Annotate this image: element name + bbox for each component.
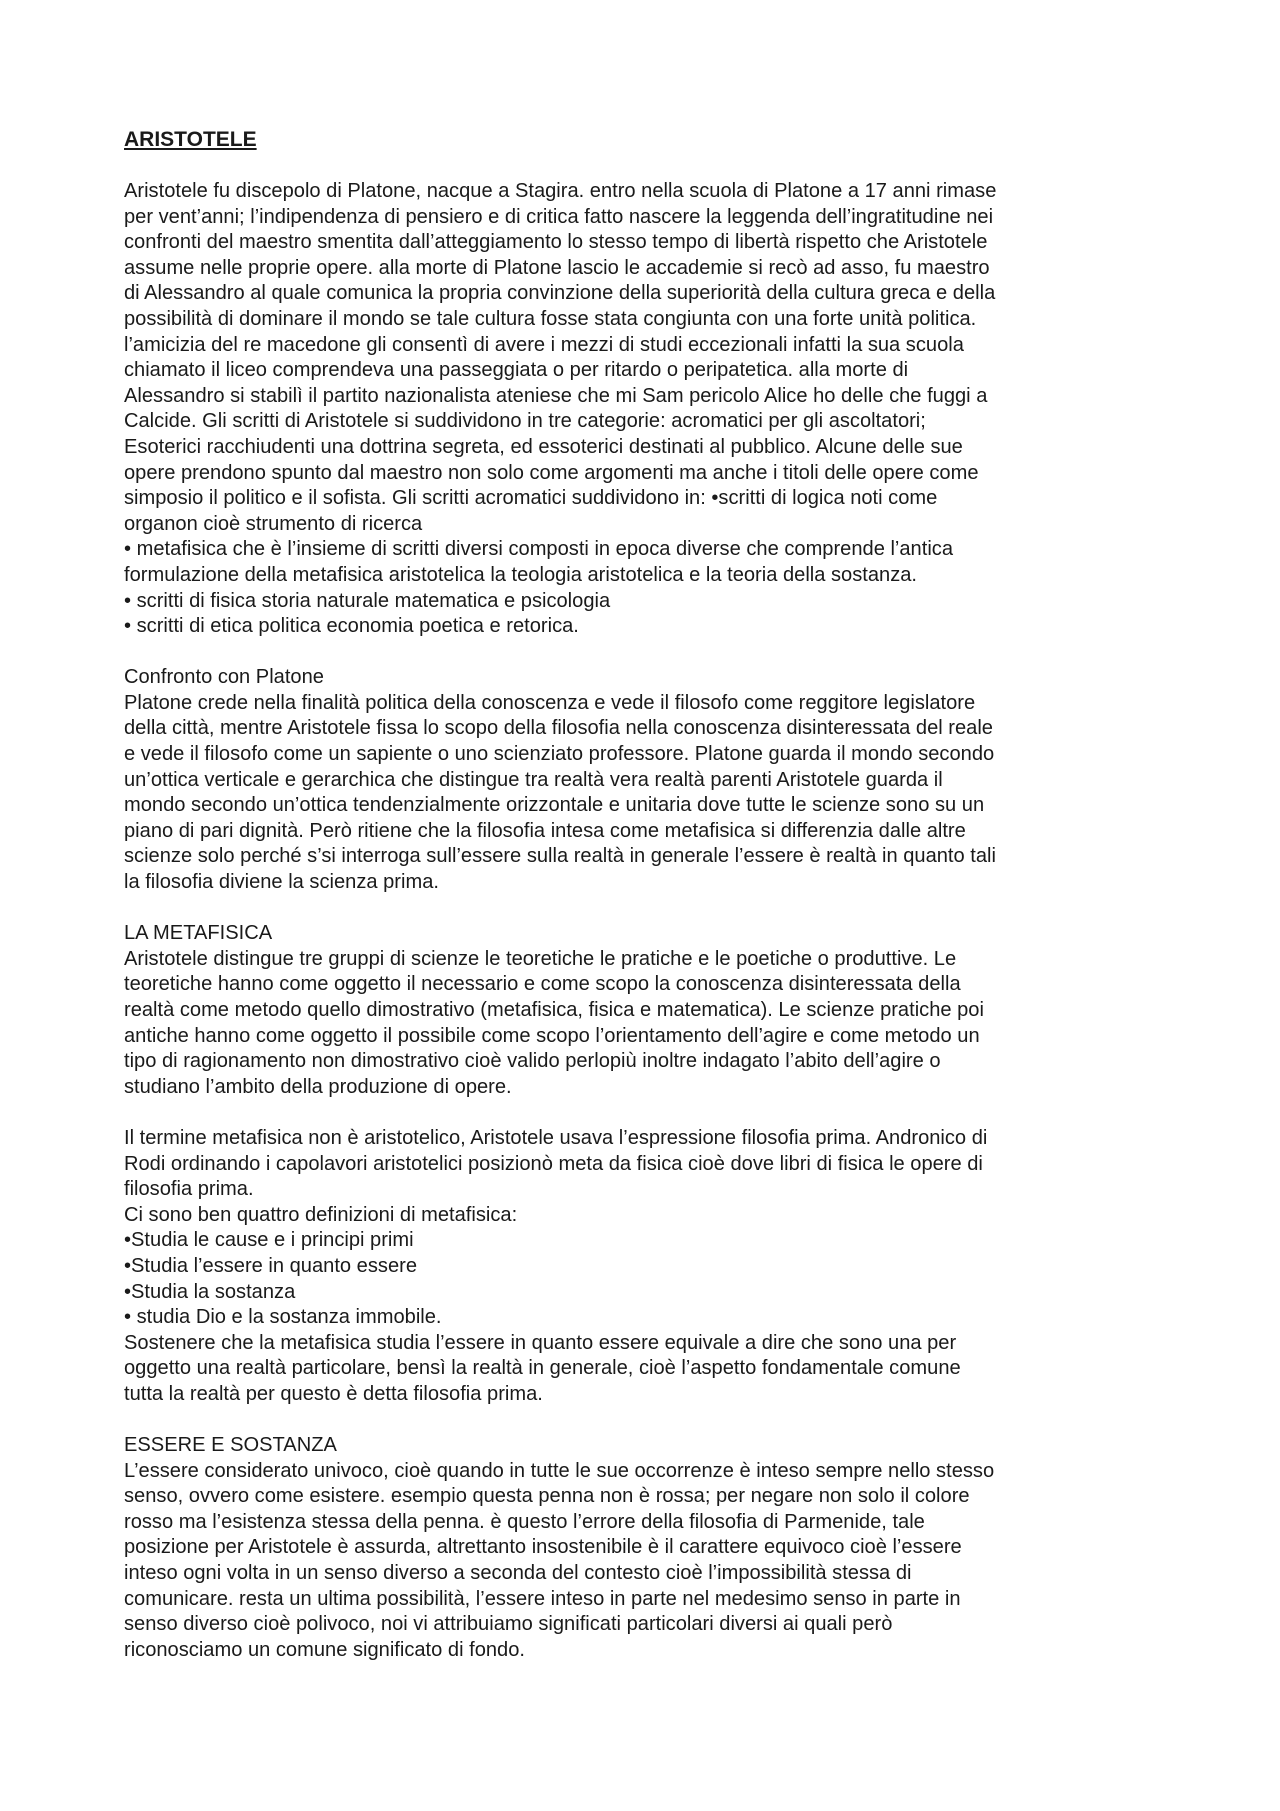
text-line: senso, ovvero come esistere. esempio questa penna non è rossa; per negare non solo il colore <box>124 1485 970 1508</box>
text-line: • scritti di fisica storia naturale matematica e psicologia <box>124 589 611 612</box>
text-section <box>124 921 1164 1100</box>
text-line: simposio il politico e il sofista. Gli scritti acromatici suddividono in: •scritti di logica noti come <box>124 487 938 510</box>
text-line: Platone crede nella finalità politica della conoscenza e vede il filosofo come reggitore legislatore <box>124 691 976 714</box>
text-line: mondo secondo un’ottica tendenzialmente orizzontale e unitaria dove tutte le scienze sono su un <box>124 794 985 817</box>
text-line: filosofia prima. <box>124 1178 254 1201</box>
text-line: rosso ma l’esistenza stessa della penna. è questo l’errore della filosofia di Parmenide, tale <box>124 1510 925 1533</box>
text-line: possibilità di dominare il mondo se tale cultura fosse stata congiunta con una forte unità politica. <box>124 307 977 330</box>
text-line: L’essere considerato univoco, cioè quando in tutte le sue occorrenze è inteso sempre nello stesso <box>124 1459 995 1482</box>
text-line: antiche hanno come oggetto il possibile come scopo l’orientamento dell’agire e come metodo un <box>124 1024 980 1047</box>
text-line: formulazione della metafisica aristotelica la teologia aristotelica e la teoria della sostanza. <box>124 563 918 586</box>
text-line: LA METAFISICA <box>124 922 273 945</box>
text-section <box>124 1126 1164 1408</box>
text-line: Confronto con Platone <box>124 666 324 689</box>
text-line: assume nelle proprie opere. alla morte di Platone lascio le accademie si recò ad asso, fu maestro <box>124 256 990 279</box>
text-line: Aristotele distingue tre gruppi di scienze le teoretiche le pratiche e le poetiche o produttive. Le <box>124 947 957 970</box>
text-line: la filosofia diviene la scienza prima. <box>124 871 439 894</box>
text-line: tipo di ragionamento non dimostrativo cioè valido perlopiù inoltre indagato l’abito dell’agire o <box>124 1050 941 1073</box>
text-line: per vent’anni; l’indipendenza di pensiero e di critica fatto nascere la leggenda dell’ingratitudine nei <box>124 205 994 228</box>
text-section <box>124 179 1164 640</box>
text-line: l’amicizia del re macedone gli consentì di avere i mezzi di studi eccezionali infatti la sua scuola <box>124 333 964 356</box>
text-line: posizione per Aristotele è assurda, altrettanto insostenibile è il carattere equivoco cioè l’essere <box>124 1536 962 1559</box>
text-line: inteso ogni volta in un senso diverso a seconda del contesto cioè l’impossibilità stessa di <box>124 1562 912 1585</box>
text-line: Il termine metafisica non è aristotelico, Aristotele usava l’espressione filosofia prima. Andronico di <box>124 1126 988 1149</box>
text-line: piano di pari dignità. Però ritiene che la filosofia intesa come metafisica si differenzia dalle altre <box>124 819 966 842</box>
text-line: opere prendono spunto dal maestro non solo come argomenti ma anche i titoli delle opere come <box>124 461 979 484</box>
text-line: riconosciamo un comune significato di fondo. <box>124 1638 525 1661</box>
text-line: studiano l’ambito della produzione di opere. <box>124 1075 512 1098</box>
text-line: di Alessandro al quale comunica la propria convinzione della superiorità della cultura greca e della <box>124 282 996 305</box>
text-line: • studia Dio e la sostanza immobile. <box>124 1306 442 1329</box>
text-line: confronti del maestro smentita dall’atteggiamento lo stesso tempo di libertà rispetto che Aristotele <box>124 231 988 254</box>
text-line: scienze solo perché s’si interroga sull’essere sulla realtà in generale l’essere è realtà in quanto tali <box>124 845 996 868</box>
text-line: Esoterici racchiudenti una dottrina segreta, ed essoterici destinati al pubblico. Alcune delle sue <box>124 435 963 458</box>
text-line: e vede il filosofo come un sapiente o uno scienziato professore. Platone guarda il mondo secondo <box>124 743 995 766</box>
text-line: ESSERE E SOSTANZA <box>124 1434 337 1457</box>
text-line: • metafisica che è l’insieme di scritti diversi composti in epoca diverse che comprende l’antica <box>124 538 954 561</box>
text-line: senso diverso cioè polivoco, noi vi attribuiamo significati particolari diversi ai quali però <box>124 1613 893 1636</box>
text-line: chiamato il liceo comprendeva una passeggiata o per ritardo o peripatetica. alla morte di <box>124 359 909 382</box>
document-title: ARISTOTELE <box>124 128 257 151</box>
text-line: organon cioè strumento di ricerca <box>124 512 423 535</box>
text-line: •Studia la sostanza <box>124 1280 296 1303</box>
text-line: Rodi ordinando i capolavori aristotelici posizionò meta da fisica cioè dove libri di fisica le opere di <box>124 1152 983 1175</box>
text-section <box>124 1433 1164 1663</box>
text-line: Ci sono ben quattro definizioni di metafisica: <box>124 1203 518 1226</box>
text-line: Calcide. Gli scritti di Aristotele si suddividono in tre categorie: acromatici per gli ascoltatori; <box>124 410 926 433</box>
text-line: tutta la realtà per questo è detta filosofia prima. <box>124 1382 543 1405</box>
text-line: della città, mentre Aristotele fissa lo scopo della filosofia nella conoscenza disinteressata del reale <box>124 717 993 740</box>
text-line: comunicare. resta un ultima possibilità, l’essere inteso in parte nel medesimo senso in parte in <box>124 1587 961 1610</box>
text-line: oggetto una realtà particolare, bensì la realtà in generale, cioè l’aspetto fondamentale comune <box>124 1357 961 1380</box>
document-body <box>124 179 1164 1663</box>
text-line: Alessandro si stabilì il partito nazionalista ateniese che mi Sam pericolo Alice ho delle che fuggi a <box>124 384 988 407</box>
text-line: teoretiche hanno come oggetto il necessario e come scopo la conoscenza disinteressata della <box>124 973 961 996</box>
text-line: •Studia le cause e i principi primi <box>124 1229 414 1252</box>
text-line: Aristotele fu discepolo di Platone, nacque a Stagira. entro nella scuola di Platone a 17 anni rimase <box>124 180 997 202</box>
text-line: un’ottica verticale e gerarchica che distingue tra realtà vera realtà parenti Aristotele guarda il <box>124 768 943 791</box>
text-line: • scritti di etica politica economia poetica e retorica. <box>124 615 579 638</box>
text-section <box>124 665 1164 895</box>
document-page <box>124 127 1164 1689</box>
text-line: Sostenere che la metafisica studia l’essere in quanto essere equivale a dire che sono una per <box>124 1331 957 1354</box>
text-line: •Studia l’essere in quanto essere <box>124 1254 417 1277</box>
text-line: realtà come metodo quello dimostrativo (metafisica, fisica e matematica). Le scienze pratiche poi <box>124 999 984 1021</box>
